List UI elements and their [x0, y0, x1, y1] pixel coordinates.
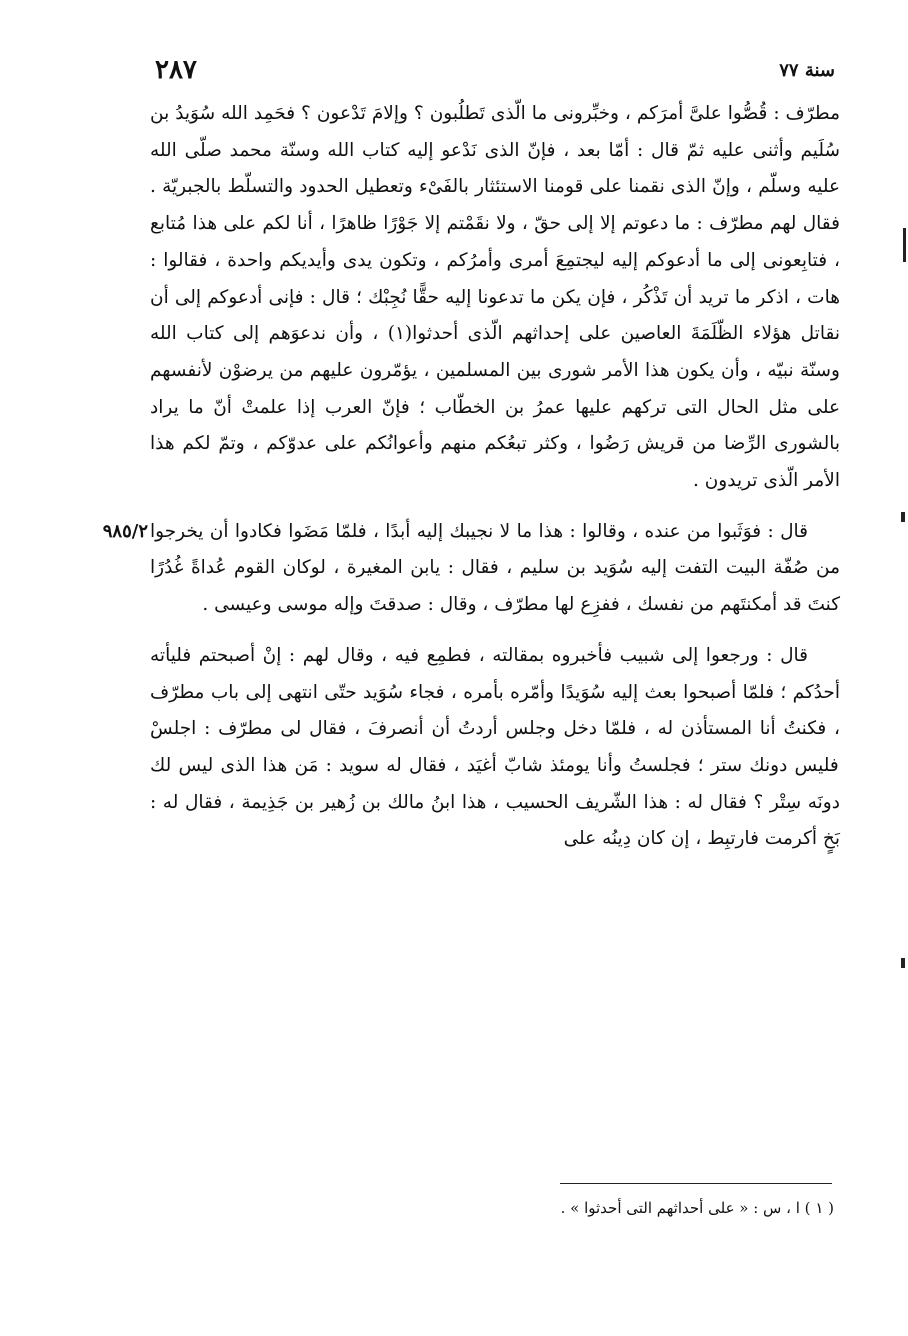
text-line: تريدون . — [692, 470, 758, 492]
text-line: دونَه سِتْر ؟ فقال له : هذا الشّريف الحسيب ، هذا ابنُ مالك بن — [355, 791, 840, 813]
text-line: وتكون يدى وأيديكم واحدة ، فقالوا : هات ، اذكر ما تريد أن تَذْكُر ، — [150, 249, 840, 308]
text-line: قومنا الاستئثار بالفَىْء وتعطيل الحدود والتسلّط بالجبريّة . فقال لهم — [150, 176, 840, 235]
page-header — [155, 50, 835, 90]
scan-edge-mark — [903, 228, 906, 262]
footnote-divider — [560, 1183, 832, 1184]
paragraph-text — [150, 96, 840, 500]
text-line: فجاء سُوَيد حتّى انتهى إلى باب مطرّف ، فكنتُ أنا المستأذن له ، فلمّا دخل — [150, 681, 840, 740]
body-text — [102, 96, 840, 858]
footnote: ( ١ ) ا ، س : « على أحداثهم التى أحدثوا » . — [560, 1199, 834, 1217]
paragraph-3 — [150, 638, 840, 858]
text-line: مَضَوا فكادوا أن يخرجوا من صُفّة البيت التفت إليه سُوَيد بن سليم ، فقال : — [150, 520, 840, 579]
text-line: يابن المغيرة ، لوكان القوم عُداةً غُدُرًا كنتَ قد أمكنتَهم من نفسك ، — [150, 557, 840, 616]
scan-edge-mark — [901, 512, 905, 522]
year-label: سنة ٧٧ — [779, 59, 835, 81]
text-line: وكثر تبعُكم منهم وأعوانُكم على عدوّكم ، وتمّ لكم هذا الأمر الّذى — [150, 433, 840, 492]
text-line: قال : ورجعوا إلى شبيب فأخبروه بمقالته ، فطمِع فيه ، وقال لهم : — [281, 644, 808, 666]
paragraph-2 — [102, 514, 840, 624]
text-line: فإنّ العرب إذا علمتْ أنّ ما يراد بالشورى الرِّضا من قريش رَضُوا ، — [150, 396, 840, 455]
paragraph-text — [150, 638, 840, 858]
text-line: وجلس أردتُ أن أنصرفَ ، فقال لى مطرّف : اجلسْ فليس دونك ستر ؛ — [150, 718, 839, 776]
text-line: ففزِع لها مطرّف ، وقال : صدقتَ وإله موسى وعيسى . — [202, 594, 620, 616]
text-line: نَدْعو إليه كتاب الله وسنّة محمد صلّى الله عليه وسلّم ، وإنّ الذى نقمنا على — [150, 139, 840, 198]
text-line: كتاب الله وسنّة نبيّه ، وأن يكون هذا الأمر شورى بين المسلمين ، يؤمّرون — [150, 323, 840, 381]
text-line: فحَمِد الله سُوَيدُ بن سُلَيم وأثنى عليه ثمّ قال : أمّا بعد ، فإنّ الذى — [150, 103, 840, 161]
text-line: على هذا مُتابع ، فتابِعونى إلى ما أدعوكم إليه ليجتمِعَ أمرى وأمرُكم ، — [150, 213, 840, 271]
text-line: إنْ أصبحتم فليأته أحدُكم ؛ فلمّا أصبحوا بعث إليه سُوَيدًا وأمّره بأمره ، — [150, 644, 840, 703]
paragraph-text — [150, 514, 840, 624]
page-number: ٢٨٧ — [155, 55, 197, 85]
text-line: مطرّف : قُصُّوا علىَّ أمرَكم ، وخبِّرونى ما الّذى تَطلُبون ؟ وإلامَ تَدْعون ؟ — [295, 103, 840, 124]
text-line: عليهم من يرضوْن لأنفسهم على مثل الحال التى تركهم عليها عمرُ بن الخطّاب ؛ — [150, 359, 840, 418]
text-line: قال : فوَثَبوا من عنده ، وقالوا : هذا ما لا نجيبك إليه أبدًا ، فلمّا — [328, 520, 808, 542]
text-line: زُهير بن جَذِيمة ، فقال له : بَخٍ أكرمت فارتبِط ، إن كان دِينُه على — [150, 791, 840, 850]
margin-reference: ٩٨٥/٢ — [102, 520, 148, 542]
scan-edge-mark — [901, 958, 905, 968]
paragraph-1 — [150, 96, 840, 500]
text-line: فجلستُ وأنا يومئذ شابّ أغيَد ، فقال له سويد : مَن هذا الذى ليس لك — [150, 754, 691, 776]
text-line: فإن يكن ما تدعونا إليه حقًّا نُجِبْك ؛ قال : فإنى أدعوكم إلى أن نقاتل — [150, 286, 840, 345]
text-line: هؤلاء الظّلَمَةَ العاصين على إحداثهم الّذى أحدثوا(١) ، وأن ندعوَهم إلى — [223, 323, 792, 345]
text-line: مطرّف : ما دعوتم إلا إلى حقّ ، ولا نقَمْتم إلا جَوْرًا ظاهرًا ، أنا لكم — [256, 213, 764, 235]
